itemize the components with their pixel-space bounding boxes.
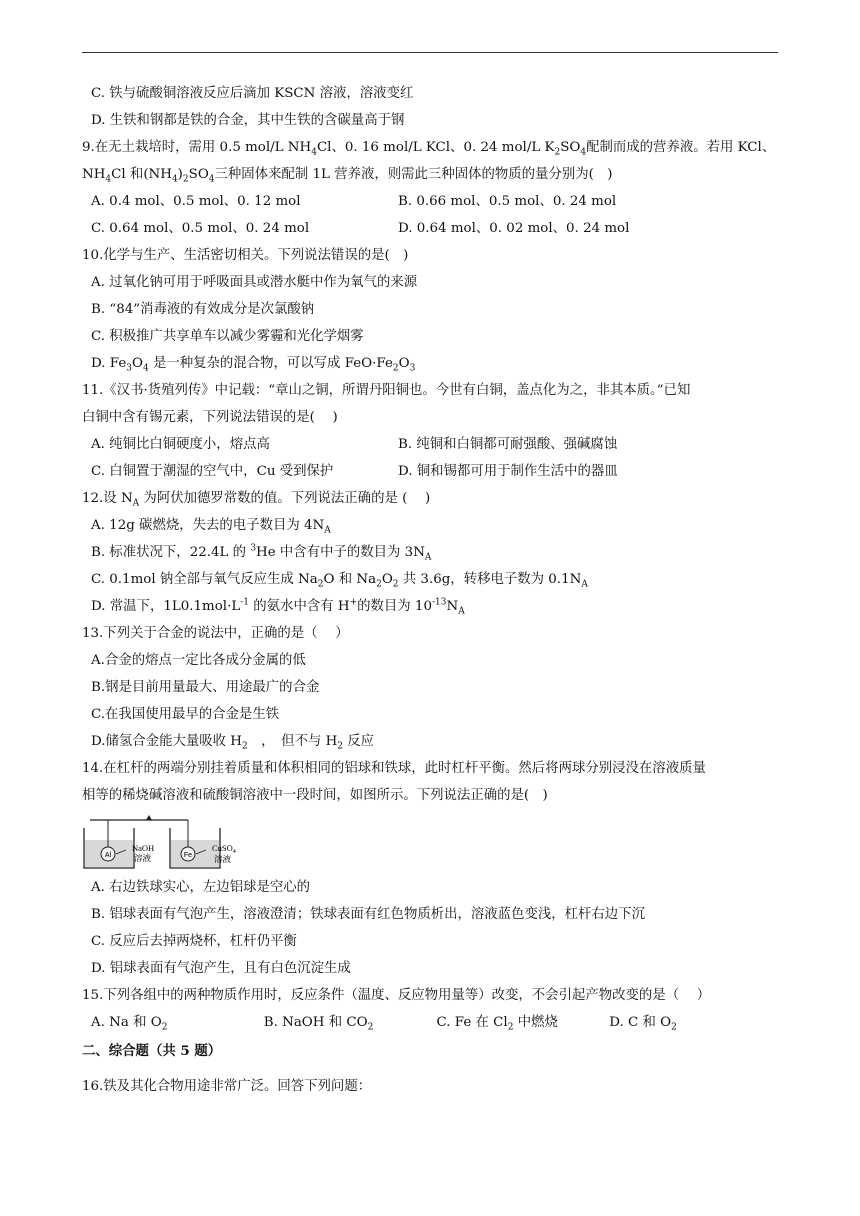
q8-option-d: D. 生铁和钢都是铁的合金，其中生铁的含碳量高于钢: [91, 113, 405, 128]
q13-stem: 13.下列关于合金的说法中，正确的是（ ）: [82, 626, 349, 641]
q9-option-d: D. 0.64 mol、0. 02 mol、0. 24 mol: [398, 221, 630, 236]
q10-option-a: A. 过氧化钠可用于呼吸面具或潜水艇中作为氧气的来源: [91, 275, 418, 290]
q11-options-ab: [82, 431, 782, 458]
q11-option-d: D. 铜和锡都可用于制作生活中的器皿: [398, 464, 618, 479]
q13-option-d: D.储氢合金能大量吸收 $H_2$ ， 但不与 $H_2$ 反应: [91, 734, 375, 752]
q14-stem-line2: 相等的稀烧碱溶液和硫酸铜溶液中一段时间，如图所示。下列说法正确的是( ): [82, 788, 548, 803]
left-solution-label-1: NaOH: [132, 843, 155, 853]
q11-option-b: B. 纯铜和白铜都可耐强酸、强碱腐蚀: [398, 437, 618, 452]
q15-option-d: D. C 和 $O_2$: [609, 1015, 677, 1033]
q10-option-c: C. 积极推广共享单车以减少雾霾和光化学烟雾: [91, 329, 364, 344]
section-2-heading: 二、综合题（共 5 题）: [82, 1043, 222, 1059]
q9-option-b: B. 0.66 mol、0.5 mol、0. 24 mol: [398, 194, 617, 209]
left-solution-label-2: 溶液: [134, 854, 152, 864]
q9-stem-line2: $NH_4Cl$ 和$(NH_4)_2SO_4$三种固体来配制 1L 营养液，则需此三种固体的物质的量分别为( ): [82, 167, 613, 185]
q10-option-b: B. “84”消毒液的有效成分是次氯酸钠: [91, 302, 315, 317]
q13-option-b: B.钢是目前用量最大、用途最广的合金: [91, 680, 320, 695]
q11-option-a: A. 纯铜比白铜硬度小，熔点高: [91, 437, 270, 452]
fulcrum-icon: [146, 815, 152, 820]
q15-option-a: A. Na 和 $O_2$: [91, 1015, 168, 1033]
q15-stem: 15.下列各组中的两种物质作用时，反应条件（温度、反应物用量等）改变，不会引起产物改变的是（ ）: [82, 988, 711, 1003]
q11-option-c: C. 白铜置于潮湿的空气中，Cu 受到保护: [91, 464, 334, 479]
q12-option-a: A. 12g 碳燃烧，失去的电子数目为 $4N_A$: [91, 518, 331, 536]
q12-option-b: B. 标准状况下，22.4L 的 $^3$He 中含有中子的数目为 $3N_A$: [91, 543, 432, 563]
q16-stem: 16.铁及其化合物用途非常广泛。回答下列问题：: [82, 1079, 372, 1094]
q9-options-ab: [82, 188, 782, 215]
q11-stem-line2: 白铜中含有锡元素，下列说法错误的是( ): [82, 410, 338, 425]
q9-option-a: A. 0.4 mol、0.5 mol、0. 12 mol: [91, 194, 301, 209]
q13-option-c: C.在我国使用最早的合金是生铁: [91, 707, 280, 722]
q15-option-b: B. NaOH 和 $CO_2$: [263, 1015, 374, 1033]
lever-beaker-figure: [82, 810, 782, 872]
q14-option-d: D. 铝球表面有气泡产生，且有白色沉淀生成: [91, 961, 351, 976]
q15-option-c: C. Fe 在 $Cl_2$ 中燃烧: [436, 1015, 558, 1033]
q12-stem: 12.设 $N_A$ 为阿伏加德罗常数的值。下列说法正确的是 ( ): [82, 491, 431, 509]
q11-options-cd: [82, 458, 782, 485]
q9-stem: 9.在无土栽培时，需用 0.5 mol/L $NH_4Cl$、0. 16 mol/L KCl、0. 24 mol/L $K_2SO_4$配制而成的营养液。若用 KCl、: [82, 140, 776, 158]
q9-options-cd: [82, 215, 782, 242]
lever-beaker-diagram: [82, 810, 262, 872]
q12-option-c: C. 0.1mol 钠全部与氧气反应生成 $Na_2O$ 和 $Na_2O_2$ 共 3.6g，转移电子数为 $0.1N_A$: [91, 572, 588, 590]
q14-option-b: B. 铝球表面有气泡产生，溶液澄清；铁球表面有红色物质析出，溶液蓝色变浅，杠杆右边下沉: [91, 907, 645, 922]
q11-stem: 11.《汉书·货殖列传》中记载：“章山之铜，所谓丹阳铜也。今世有白铜，盖点化为之，非其本质。”已知: [82, 383, 691, 398]
q13-option-a: A.合金的熔点一定比各成分金属的低: [91, 653, 306, 668]
q14-option-c: C. 反应后去掉两烧杯，杠杆仍平衡: [91, 934, 297, 949]
exam-page: [82, 80, 782, 1100]
header-rule: [82, 52, 778, 53]
q8-option-c: C. 铁与硫酸铜溶液反应后滴加 KSCN 溶液，溶液变红: [91, 86, 414, 101]
q10-stem: 10.化学与生产、生活密切相关。下列说法错误的是( ): [82, 248, 409, 263]
q9-option-c: C. 0.64 mol、0.5 mol、0. 24 mol: [91, 221, 310, 236]
right-solution-label-1: CuSO$_4$: [212, 843, 236, 855]
q12-option-d: D. 常温下，$1L0.1mol\cdot L^{-1}$ 的氨水中含有 H+的数目为 $10^{-13}N_A$: [91, 597, 465, 617]
q15-options: [82, 1009, 782, 1036]
left-ball-label: Al: [104, 852, 112, 859]
right-solution-label-2: 溶液: [214, 855, 232, 865]
q14-option-a: A. 右边铁球实心，左边铝球是空心的: [91, 880, 311, 895]
right-ball-label: Fe: [183, 852, 193, 859]
q10-option-d: D. $Fe_3O_4$ 是一种复杂的混合物，可以写成 $FeO\cdot Fe_2O_3$: [91, 356, 416, 374]
q14-stem: 14.在杠杆的两端分别挂着质量和体积相同的铝球和铁球，此时杠杆平衡。然后将两球分别浸没在溶液质量: [82, 761, 706, 776]
